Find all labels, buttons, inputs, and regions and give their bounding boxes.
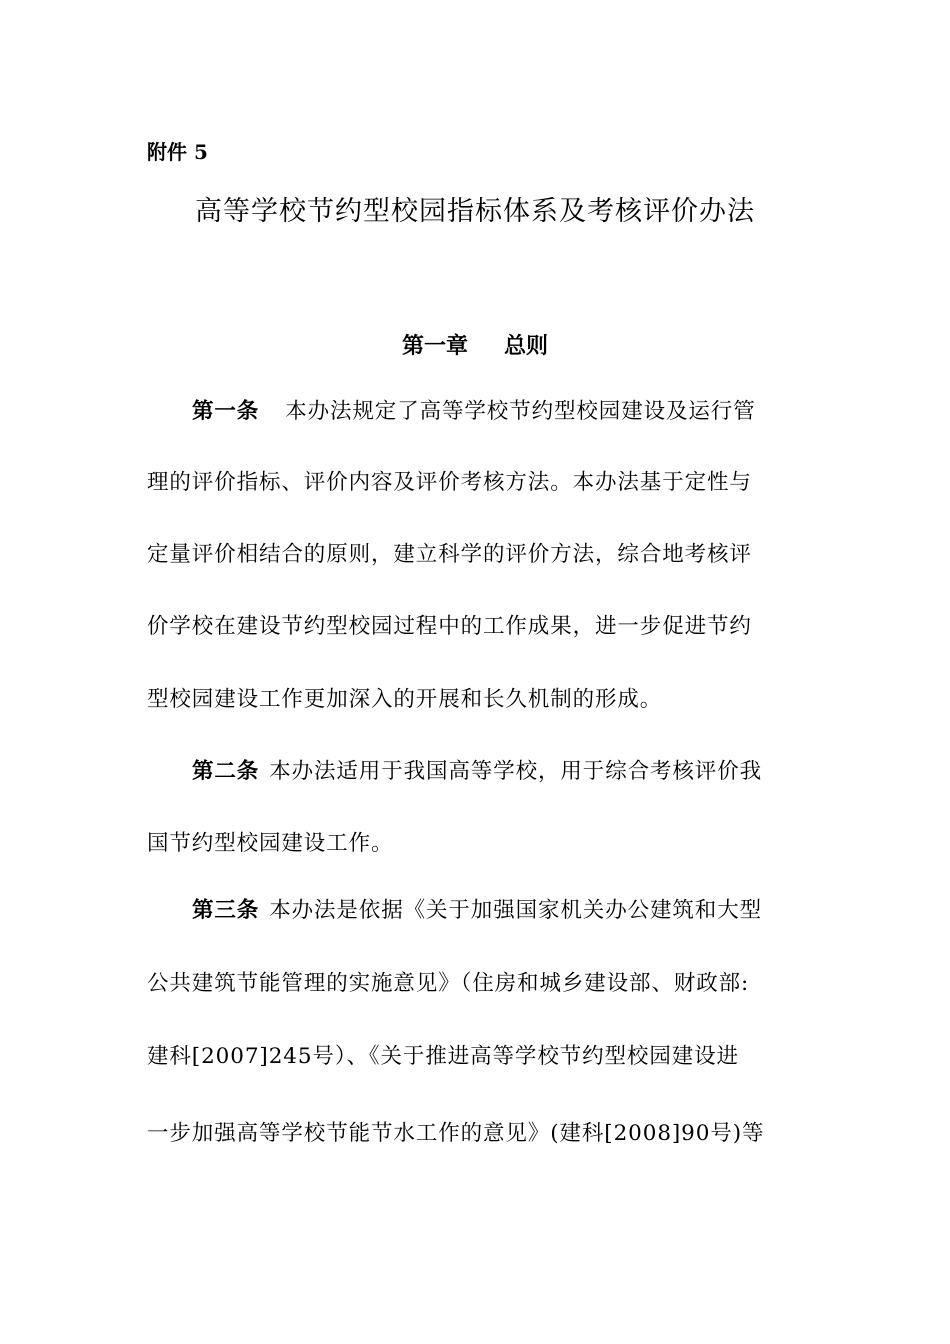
article-1-line-2: 理的评价指标、评价内容及评价考核方法。本办法基于定性与	[147, 470, 752, 495]
chapter-heading	[0, 330, 950, 362]
article-3-line-1	[192, 895, 807, 927]
article-1-line-4: 价学校在建设节约型校园过程中的工作成果，进一步促进节约	[147, 614, 752, 639]
article-1-line-1	[192, 396, 807, 428]
article-3-text: 本办法是依据《关于加强国家机关办公建筑和大型	[269, 898, 763, 923]
article-2-label: 第二条	[192, 759, 260, 784]
article-2-line-2: 国节约型校园建设工作。	[147, 831, 394, 856]
article-1-text: 本办法规定了高等学校节约型校园建设及运行管	[285, 399, 756, 424]
chapter-name: 总则	[504, 333, 549, 359]
article-3-line-3: 建科[2007]245号）、《关于推进高等学校节约型校园建设进	[147, 1044, 739, 1069]
article-3-line-2: 公共建筑节能管理的实施意见》（住房和城乡建设部、财政部:	[147, 971, 750, 996]
chapter-number: 第一章	[401, 333, 468, 359]
document-title: 高等学校节约型校园指标体系及考核评价办法	[195, 196, 755, 227]
article-1-line-3: 定量评价相结合的原则，建立科学的评价方法，综合地考核评	[147, 542, 752, 567]
article-3-line-4: 一步加强高等学校节能节水工作的意见》(建科[2008]90号)等	[147, 1121, 765, 1146]
article-1-label: 第一条	[192, 399, 260, 424]
article-3-label: 第三条	[192, 898, 260, 923]
article-2-text: 本办法适用于我国高等学校，用于综合考核评价我	[269, 759, 763, 784]
article-1-line-5: 型校园建设工作更加深入的开展和长久机制的形成。	[147, 687, 663, 712]
attachment-label: 附件 5	[147, 140, 208, 164]
article-2-line-1	[192, 756, 807, 788]
